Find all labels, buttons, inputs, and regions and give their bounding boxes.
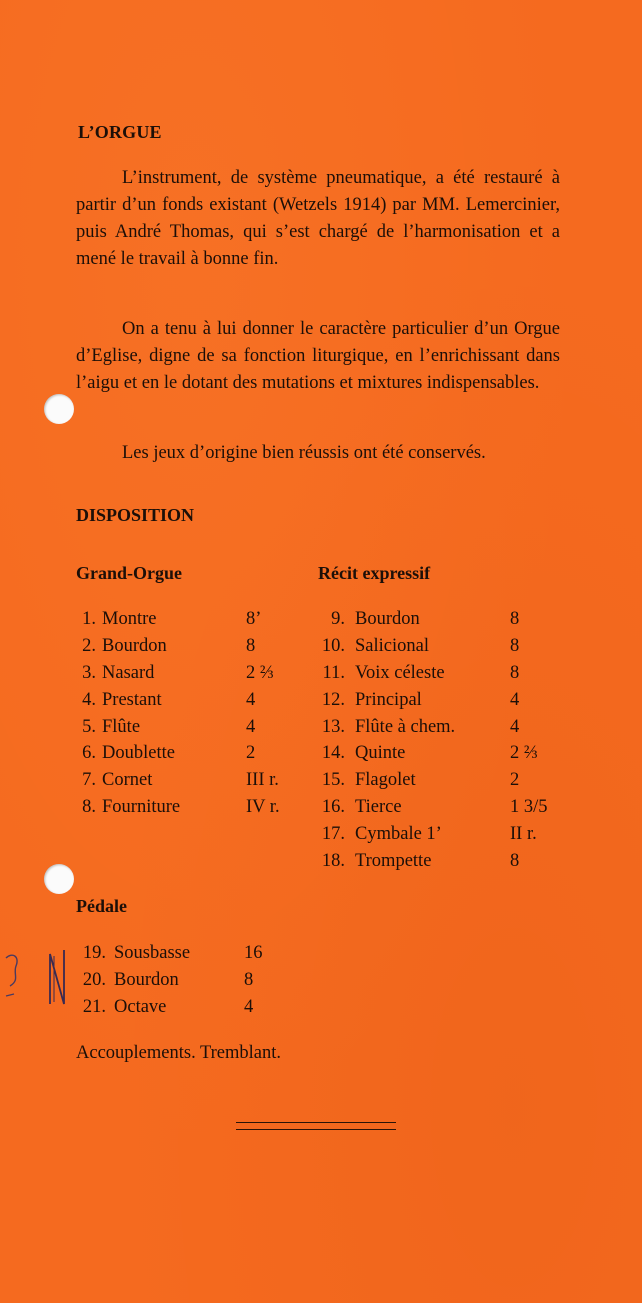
stop-pitch: 4 [510, 689, 520, 710]
stop-name: Prestant [102, 689, 162, 710]
stop-pitch: 2 ⅔ [246, 662, 274, 683]
stop-number: 17. [321, 824, 345, 845]
stop-name: Fourniture [102, 797, 181, 818]
stop-pitch: 2 ⅔ [510, 743, 538, 764]
stop-pitch: 2 [510, 770, 520, 791]
grand-orgue-heading: Grand-Orgue [76, 563, 182, 583]
stop-number: 8. [82, 797, 96, 818]
stop-name: Principal [355, 689, 422, 710]
stop-name: Salicional [355, 635, 429, 656]
stop-row [76, 606, 296, 633]
stop-number: 10. [321, 635, 345, 656]
stop-pitch: IV r. [246, 797, 280, 818]
stop-name: Flagolet [355, 770, 416, 791]
stop-name: Cymbale 1’ [355, 824, 442, 845]
stop-row [76, 967, 276, 994]
stop-name: Nasard [102, 662, 155, 683]
stop-row [314, 660, 564, 687]
stop-pitch: 8’ [246, 609, 262, 629]
divider-line [236, 1122, 396, 1123]
stop-row [314, 633, 564, 660]
recit-heading: Récit expressif [318, 563, 431, 583]
stop-name: Tierce [355, 797, 402, 818]
stop-name: Trompette [355, 851, 432, 872]
stop-pitch: 16 [244, 943, 263, 963]
stop-pitch: 4 [246, 716, 256, 737]
stop-pitch: 4 [246, 689, 256, 710]
divider-line [236, 1129, 396, 1130]
stop-pitch: 1 3/5 [510, 797, 548, 818]
stop-row [76, 740, 296, 767]
stop-number: 19. [82, 943, 106, 963]
stop-name: Flûte [102, 716, 141, 737]
stop-number: 11. [322, 662, 345, 683]
stop-number: 12. [321, 689, 345, 710]
stop-row [314, 714, 564, 741]
stop-number: 15. [321, 770, 345, 791]
stop-pitch: 8 [510, 609, 520, 629]
pedale-heading: Pédale [76, 896, 127, 916]
grand-orgue-stop-list [76, 606, 296, 821]
stop-row [76, 687, 296, 714]
paragraph-character: On a tenu à lui donner le caractère particulier d’un Orgue d’Eglise, digne de sa fonction liturgique, en l’enrichissant dans l’aigu et en le dotant des mutations et mixtures indispensables. [76, 319, 560, 393]
stop-number: 1. [82, 609, 96, 629]
stop-number: 21. [82, 996, 106, 1017]
stop-number: 3. [82, 662, 96, 683]
stop-number: 16. [321, 797, 345, 818]
pedale-stop-list [76, 940, 276, 1021]
stop-row [314, 767, 564, 794]
disposition-heading: DISPOSITION [76, 505, 195, 525]
stop-number: 9. [331, 609, 345, 629]
stop-pitch: 8 [510, 851, 520, 872]
stop-name: Voix céleste [355, 662, 445, 683]
stop-row [314, 821, 564, 848]
stop-name: Octave [114, 996, 167, 1017]
stop-number: 5. [82, 716, 96, 737]
couplers-tremulant-note: Accouplements. Tremblant. [76, 1043, 282, 1063]
stop-name: Cornet [102, 770, 153, 791]
stop-pitch: 8 [244, 969, 254, 990]
punch-hole [44, 394, 74, 424]
stop-pitch: 4 [510, 716, 520, 737]
pencil-mark-icon [0, 944, 72, 1024]
stop-name: Flûte à chem. [355, 716, 456, 737]
stop-pitch: 2 [246, 743, 256, 764]
stop-number: 13. [321, 716, 345, 737]
stop-number: 18. [321, 851, 345, 872]
stop-number: 2. [82, 635, 96, 656]
stop-name: Sousbasse [114, 943, 191, 963]
stop-row [314, 848, 564, 875]
page-title: L’ORGUE [78, 122, 162, 142]
stop-row [76, 633, 296, 660]
paragraph-instrument: L’instrument, de système pneumatique, a été restauré à partir d’un fonds existant (Wetzels 1914) par MM. Lemercinier, puis André Thomas, qui s’est chargé de l’harmonisation et a mené le travail à bonne fin. [76, 168, 560, 269]
stop-number: 20. [82, 969, 106, 990]
recit-stop-list [314, 606, 564, 875]
stop-row [76, 660, 296, 687]
stop-row [76, 714, 296, 741]
stop-row [76, 940, 276, 967]
punch-hole [44, 864, 74, 894]
stop-number: 14. [321, 743, 345, 764]
stop-name: Montre [102, 609, 157, 629]
stop-number: 7. [82, 770, 96, 791]
stop-row [314, 740, 564, 767]
stop-name: Bourdon [114, 969, 179, 990]
stop-name: Bourdon [102, 635, 167, 656]
stop-row [76, 994, 276, 1021]
stop-number: 6. [82, 743, 96, 764]
stop-pitch: 8 [510, 635, 520, 656]
stop-row [314, 794, 564, 821]
stop-name: Quinte [355, 743, 406, 764]
stop-row [76, 767, 296, 794]
stop-row [314, 606, 564, 633]
stop-number: 4. [82, 689, 96, 710]
stop-row [76, 794, 296, 821]
stop-pitch: 8 [510, 662, 520, 683]
stop-pitch: 8 [246, 635, 256, 656]
stop-name: Bourdon [355, 609, 420, 629]
stop-row [314, 687, 564, 714]
stop-pitch: II r. [510, 824, 537, 845]
stop-pitch: III r. [246, 770, 279, 791]
stop-name: Doublette [102, 743, 175, 764]
paragraph-original-stops: Les jeux d’origine bien réussis ont été conservés. [122, 443, 486, 463]
stop-pitch: 4 [244, 996, 254, 1017]
